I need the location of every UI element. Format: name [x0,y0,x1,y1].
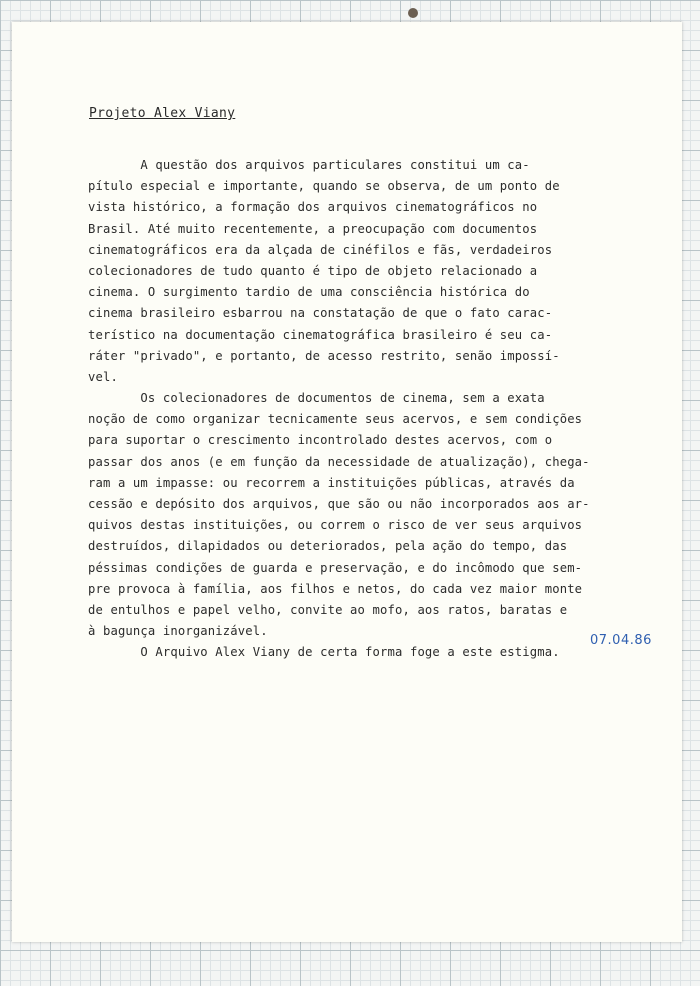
text-line: pítulo especial e importante, quando se observa, de um ponto de [88,179,560,194]
document-body [88,155,628,664]
text-line: colecionadores de tudo quanto é tipo de objeto relacionado a [88,263,538,278]
text-line: terístico na documentação cinematográfica brasileiro é seu ca- [88,327,553,342]
text-line: cinematográficos era da alçada de cinéfilos e fãs, verdadeiros [88,242,553,257]
text-line: quivos destas instituições, ou correm o risco de ver seus arquivos [88,518,583,533]
text-line: destruídos, dilapidados ou deteriorados, pela ação do tempo, das [88,539,568,554]
text-line: para suportar o crescimento incontrolado destes acervos, com o [88,433,553,448]
text-line: ráter "privado", e portanto, de acesso restrito, senão impossí- [88,348,560,363]
text-line: péssimas condições de guarda e preservação, e do incômodo que sem- [88,560,583,575]
text-line: pre provoca à família, aos filhos e netos, do cada vez maior monte [88,581,583,596]
paragraph-2 [88,388,628,642]
text-line: vista histórico, a formação dos arquivos cinematográficos no [88,200,538,215]
text-line: ram a um impasse: ou recorrem a instituições públicas, através da [88,475,575,490]
paper-clip-hole [408,8,418,18]
paragraph-3 [88,642,628,663]
text-line: cinema. O surgimento tardio de uma consciência histórica do [88,285,530,300]
page-title: Projeto Alex Viany [89,106,236,121]
text-line: noção de como organizar tecnicamente seus acervos, e sem condições [88,412,583,427]
text-line: cinema brasileiro esbarrou na constatação de que o fato carac- [88,306,553,321]
text-line: à bagunça inorganizável. [88,624,268,639]
text-line: Os colecionadores de documentos de cinema, sem a exata [88,391,545,406]
text-line: vel. [88,369,118,384]
paragraph-1 [88,155,628,388]
text-line: Brasil. Até muito recentemente, a preocupação com documentos [88,221,538,236]
text-line: O Arquivo Alex Viany de certa forma foge a este estigma. [88,645,560,660]
typed-page [12,22,682,942]
text-line: A questão dos arquivos particulares constitui um ca- [88,158,530,172]
text-line: cessão e depósito dos arquivos, que são ou não incorporados aos ar- [88,497,590,511]
text-line: passar dos anos (e em função da necessidade de atualização), chega- [88,454,590,469]
text-line: de entulhos e papel velho, convite ao mofo, aos ratos, baratas e [88,602,568,617]
handwritten-date: 07.04.86 [590,633,652,648]
